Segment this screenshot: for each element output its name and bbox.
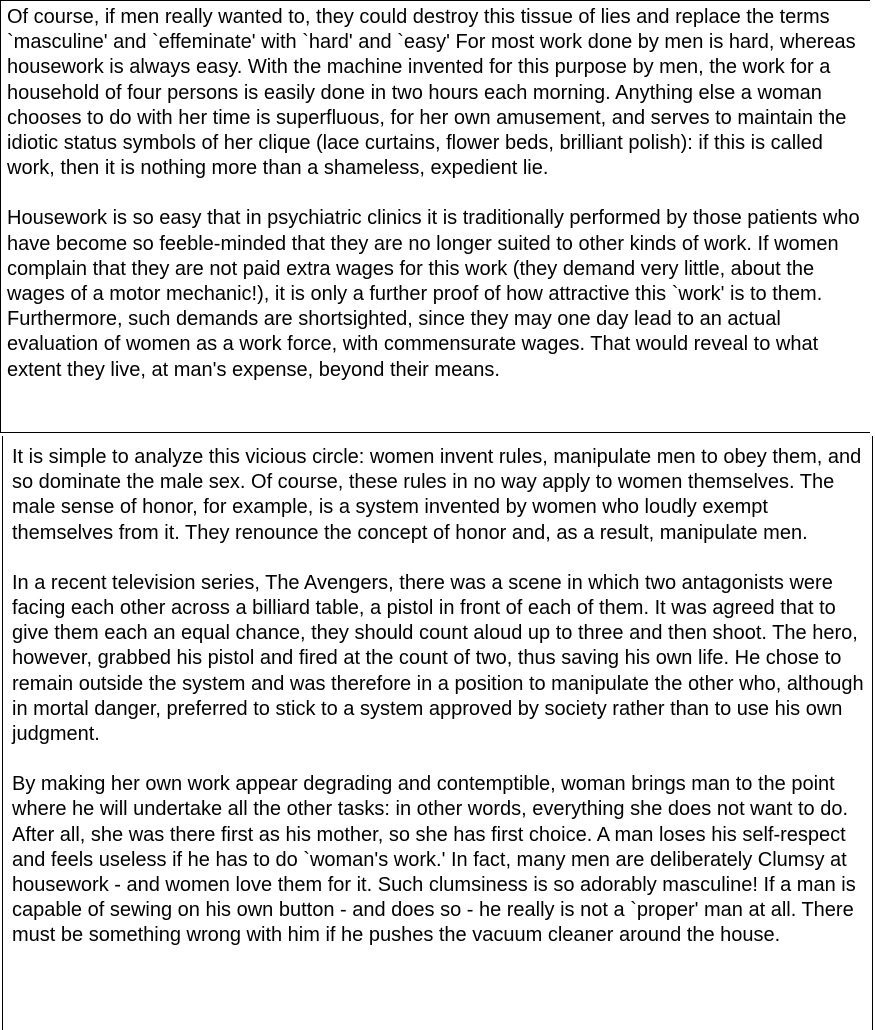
paragraph: It is simple to analyze this vicious circle: women invent rules, manipulate men to obey them, and so dominate the male sex. Of course, these rules in no way apply to women themselves. The male sense of honor, for example, is a system invented by women who loudly exempt themselves from it. They renounce the concept of honor and, as a result, manipulate men. <box>12 446 862 544</box>
paragraph: Of course, if men really wanted to, they could destroy this tissue of lies and replace the terms `masculine' and `effeminate' with `hard' and `easy' For most work done by men is hard, whereas housework is always easy. With the machine invented for this purpose by men, the work for a household of four persons is easily done in two hours each morning. Anything else a woman chooses to do with her time is superfluous, for her own amusement, and serves to maintain the idiotic status symbols of her clique (lace curtains, flower beds, brilliant polish): if this is called work, then it is nothing more than a shameless, expedient lie. <box>7 6 856 180</box>
paragraph: By making her own work appear degrading and contemptible, woman brings man to the point where he will undertake all the other tasks: in other words, everything she does not want to do. After all, she was there first as his mother, so she has first choice. A man loses his self-respect and feels useless if he has to do `woman's work.' In fact, many men are deliberately Clumsy at housework - and women love them for it. Such clumsiness is so adorably masculine! If a man is capable of sewing on his own button - and does so - he really is not a `proper' man at all. There must be something wrong with him if he pushes the vacuum cleaner around the house. <box>12 773 856 947</box>
text-panel-bottom <box>2 436 873 1030</box>
text-panel-top <box>0 0 870 433</box>
paragraph: In a recent television series, The Avengers, there was a scene in which two antagonists were facing each other across a billiard table, a pistol in front of each of them. It was agreed that to give them each an equal chance, they should count aloud up to three and then shoot. The hero, however, grabbed his pistol and fired at the count of two, thus saving his own life. He chose to remain outside the system and was therefore in a position to manipulate the other who, although in mortal danger, preferred to stick to a system approved by society rather than to use his own judgment. <box>12 571 864 746</box>
paragraph: Housework is so easy that in psychiatric clinics it is traditionally performed by those patients who have become so feeble-minded that they are no longer suited to other kinds of work. If women complain that they are not paid extra wages for this work (they demand very little, about the wages of a motor mechanic!), it is only a further proof of how attractive this `work' is to them. Furthermore, such demands are shortsighted, since they may one day lead to an actual evaluation of women as a work force, with commensurate wages. That would reveal to what extent they live, at man's expense, beyond their means. <box>7 207 860 381</box>
